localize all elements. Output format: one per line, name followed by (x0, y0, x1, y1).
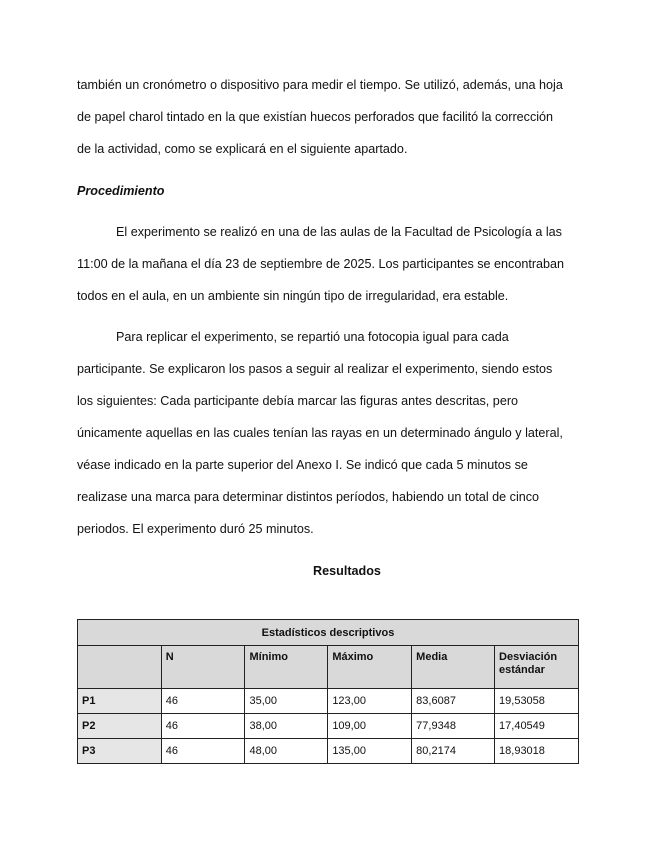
body-text-line: participante. Se explicaron los pasos a seguir al realizar el experimento, siendo estos (77, 362, 553, 376)
table-header-cell: Máximo (328, 646, 412, 689)
section-heading-procedimiento: Procedimiento (77, 184, 165, 198)
row-label-cell: P1 (78, 689, 162, 714)
table-row (78, 689, 579, 714)
table-row (78, 714, 579, 739)
table-header-cell: Desviación estándar (495, 646, 579, 689)
table-cell: 18,93018 (495, 739, 579, 764)
table-title: Estadísticos descriptivos (78, 620, 579, 646)
table-cell: 123,00 (328, 689, 412, 714)
section-heading-resultados: Resultados (313, 564, 381, 578)
body-text-line: todos en el aula, en un ambiente sin ningún tipo de irregularidad, era estable. (77, 289, 509, 303)
table-cell: 135,00 (328, 739, 412, 764)
body-text-line: realizase una marca para determinar distintos períodos, habiendo un total de cinco (77, 490, 540, 504)
table-cell: 46 (161, 714, 245, 739)
body-text-line: periodos. El experimento duró 25 minutos. (77, 522, 314, 536)
body-text-line: los siguientes: Cada participante debía marcar las figuras antes descritas, pero (77, 394, 519, 408)
body-text-line: únicamente aquellas en las cuales tenían las rayas en un determinado ángulo y lateral, (77, 426, 563, 440)
table-header-cell: Mínimo (245, 646, 328, 689)
body-text-line: Para replicar el experimento, se repartió una fotocopia igual para cada (116, 330, 509, 344)
table-cell: 38,00 (245, 714, 328, 739)
body-text-line: de la actividad, como se explicará en el siguiente apartado. (77, 142, 408, 156)
table-cell: 77,9348 (412, 714, 495, 739)
body-text-line: de papel charol tintado en la que existían huecos perforados que facilitó la corrección (77, 110, 554, 124)
body-text-line: El experimento se realizó en una de las aulas de la Facultad de Psicología a las (116, 225, 562, 239)
table-cell: 80,2174 (412, 739, 495, 764)
body-text-line: también un cronómetro o dispositivo para medir el tiempo. Se utilizó, además, una hoja (77, 78, 563, 92)
table-cell: 109,00 (328, 714, 412, 739)
row-label-cell: P2 (78, 714, 162, 739)
table-cell: 83,6087 (412, 689, 495, 714)
table-header-cell (78, 646, 162, 689)
table-cell: 19,53058 (495, 689, 579, 714)
table-row (78, 739, 579, 764)
table-cell: 48,00 (245, 739, 328, 764)
table-cell: 17,40549 (495, 714, 579, 739)
table-header-cell: N (161, 646, 245, 689)
table-cell: 46 (161, 689, 245, 714)
table-header-cell: Media (412, 646, 495, 689)
descriptive-stats-table (77, 619, 579, 764)
row-label-cell: P3 (78, 739, 162, 764)
table-cell: 46 (161, 739, 245, 764)
body-text-line: véase indicado en la parte superior del Anexo I. Se indicó que cada 5 minutos se (77, 458, 528, 472)
table-cell: 35,00 (245, 689, 328, 714)
body-text-line: 11:00 de la mañana el día 23 de septiembre de 2025. Los participantes se encontraban (77, 257, 565, 271)
